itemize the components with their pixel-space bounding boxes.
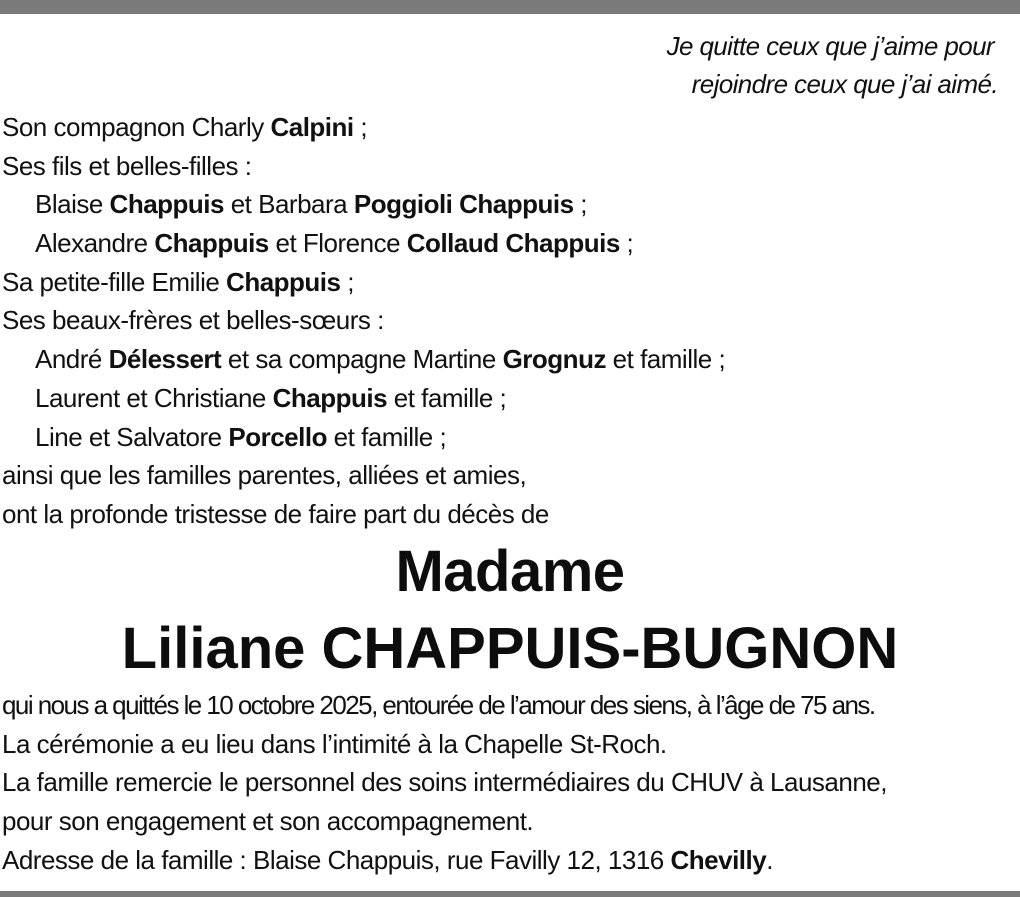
- son-1-surname: Chappuis: [109, 189, 224, 220]
- inlaw-2-line: [2, 379, 1020, 418]
- son-2-surname: Chappuis: [154, 228, 269, 259]
- son-1-mid: et Barbara: [224, 189, 354, 220]
- address-suffix: .: [766, 844, 773, 875]
- son-1-first: Blaise: [35, 189, 110, 220]
- son-1-line: [2, 185, 1020, 224]
- top-border-rule: [0, 0, 1020, 14]
- bottom-border-rule: [0, 891, 1020, 897]
- son-2-suffix: ;: [619, 228, 634, 259]
- companion-suffix: ;: [353, 112, 368, 142]
- address-prefix: Adresse de la famille : Blaise Chappuis, rue Favilly 12, 1316: [2, 844, 671, 875]
- inlaw-1-surname: Délessert: [108, 344, 222, 375]
- inlaw-2-first: Laurent et Christiane: [35, 382, 273, 413]
- inlaw-2-suffix: et famille ;: [387, 382, 507, 413]
- inlaw-3-suffix: et famille ;: [326, 421, 447, 452]
- deceased-title: Madame: [395, 539, 625, 604]
- son-2-partner-surname: Collaud Chappuis: [406, 228, 620, 259]
- granddaughter-prefix: Sa petite-fille Emilie: [2, 266, 227, 297]
- companion-surname: Calpini: [270, 112, 354, 142]
- son-2-line: [2, 224, 1020, 263]
- son-2-mid: et Florence: [268, 228, 407, 259]
- deceased-name: Liliane CHAPPUIS-BUGNON: [121, 616, 899, 681]
- inlaw-3-line: [2, 418, 1020, 457]
- granddaughter-surname: Chappuis: [226, 266, 341, 297]
- inlaw-3-first: Line et Salvatore: [35, 421, 229, 452]
- granddaughter-suffix: ;: [340, 266, 354, 297]
- closing-line-4: pour son engagement et son accompagnement.: [2, 806, 534, 837]
- closing-line-3: La famille remercie le personnel des soins intermédiaires du CHUV à Lausanne,: [2, 767, 887, 798]
- son-1-partner-surname: Poggioli Chappuis: [353, 189, 574, 220]
- inlaw-1-line: [2, 340, 1020, 379]
- companion-line: [2, 108, 1020, 147]
- closing-line-2: La cérémonie a eu lieu dans l’intimité à la Chapelle St-Roch.: [2, 728, 667, 759]
- announcement-line: ont la profonde tristesse de faire part du décès de: [2, 498, 549, 529]
- address-town: Chevilly: [670, 844, 767, 875]
- epigraph-line-1: Je quitte ceux que j’aime pour: [666, 31, 994, 61]
- granddaughter-line: [2, 263, 1020, 302]
- inlaw-1-suffix: et famille ;: [605, 344, 726, 375]
- inlaw-1-first: André: [35, 344, 109, 375]
- companion-prefix: Son compagnon Charly: [2, 112, 271, 142]
- family-address-line: [2, 841, 1020, 880]
- son-1-suffix: ;: [573, 189, 588, 220]
- family-list: [2, 108, 1020, 534]
- relatives-line: ainsi que les familles parentes, alliées et amies,: [2, 460, 527, 491]
- son-2-first: Alexandre: [35, 228, 155, 259]
- inlaw-3-surname: Porcello: [228, 421, 327, 452]
- sons-heading: Ses fils et belles-filles :: [2, 150, 252, 181]
- closing-text: [2, 686, 1020, 879]
- inlaw-2-surname: Chappuis: [272, 382, 388, 413]
- closing-line-1: qui nous a quittés le 10 octobre 2025, entourée de l’amour des siens, à l’âge de 75 ans.: [2, 690, 875, 720]
- epigraph-line-2: rejoindre ceux que j’ai aimé.: [691, 69, 998, 99]
- inlaws-heading: Ses beaux-frères et belles-sœurs :: [2, 305, 384, 336]
- inlaw-1-partner-surname: Grognuz: [502, 344, 606, 375]
- inlaw-1-mid: et sa compagne Martine: [221, 344, 503, 375]
- epigraph-quote: [666, 27, 998, 103]
